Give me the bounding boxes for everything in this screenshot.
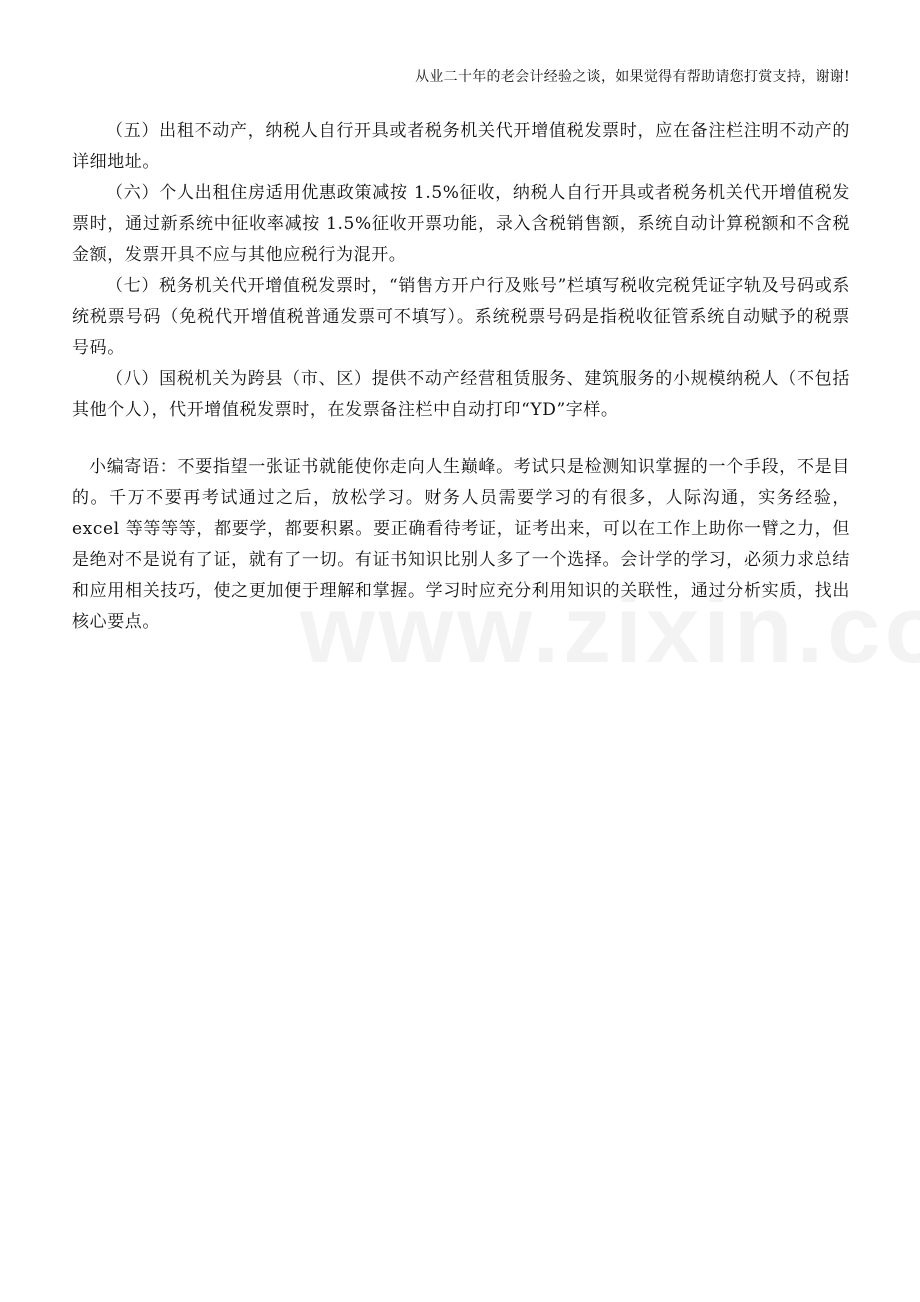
- paragraph-item-5: （五）出租不动产，纳税人自行开具或者税务机关代开增值税发票时，应在备注栏注明不动产的详细地址。: [72, 121, 850, 172]
- page-header: 从业二十年的老会计经验之谈，如果觉得有帮助请您打赏支持，谢谢!: [415, 69, 850, 85]
- paragraph-item-6: （六）个人出租住房适用优惠政策减按 1.5%征收，纳税人自行开具或者税务机关代开增值税发票时，通过新系统中征收率减按 1.5%征收开票功能，录入含税销售额，系统自动计算税额和不含税金额，发票开具不应与其他应税行为混开。: [72, 183, 850, 265]
- editor-note: 小编寄语：不要指望一张证书就能使你走向人生巅峰。考试只是检测知识掌握的一个手段，不是目的。千万不要再考试通过之后，放松学习。财务人员需要学习的有很多，人际沟通，实务经验，excel 等等等等，都要学，都要积累。要正确看待考证，证考出来，可以在工作上助你一臂之力，但是绝对不是说有了证，就有了一切。有证书知识比别人多了一个选择。会计学的学习，必须力求总结和应用相关技巧，使之更加便于理解和掌握。学习时应充分利用知识的关联性，通过分析实质，找出核心要点。: [72, 457, 850, 632]
- paragraph-item-8: （八）国税机关为跨县（市、区）提供不动产经营租赁服务、建筑服务的小规模纳税人（不包括其他个人），代开增值税发票时，在发票备注栏中自动打印“YD”字样。: [72, 369, 850, 420]
- document-body: [72, 116, 850, 638]
- paragraph-item-7: （七）税务机关代开增值税发票时，“销售方开户行及账号”栏填写税收完税凭证字轨及号码或系统税票号码（免税代开增值税普通发票可不填写）。系统税票号码是指税收征管系统自动赋予的税票号码。: [72, 276, 850, 358]
